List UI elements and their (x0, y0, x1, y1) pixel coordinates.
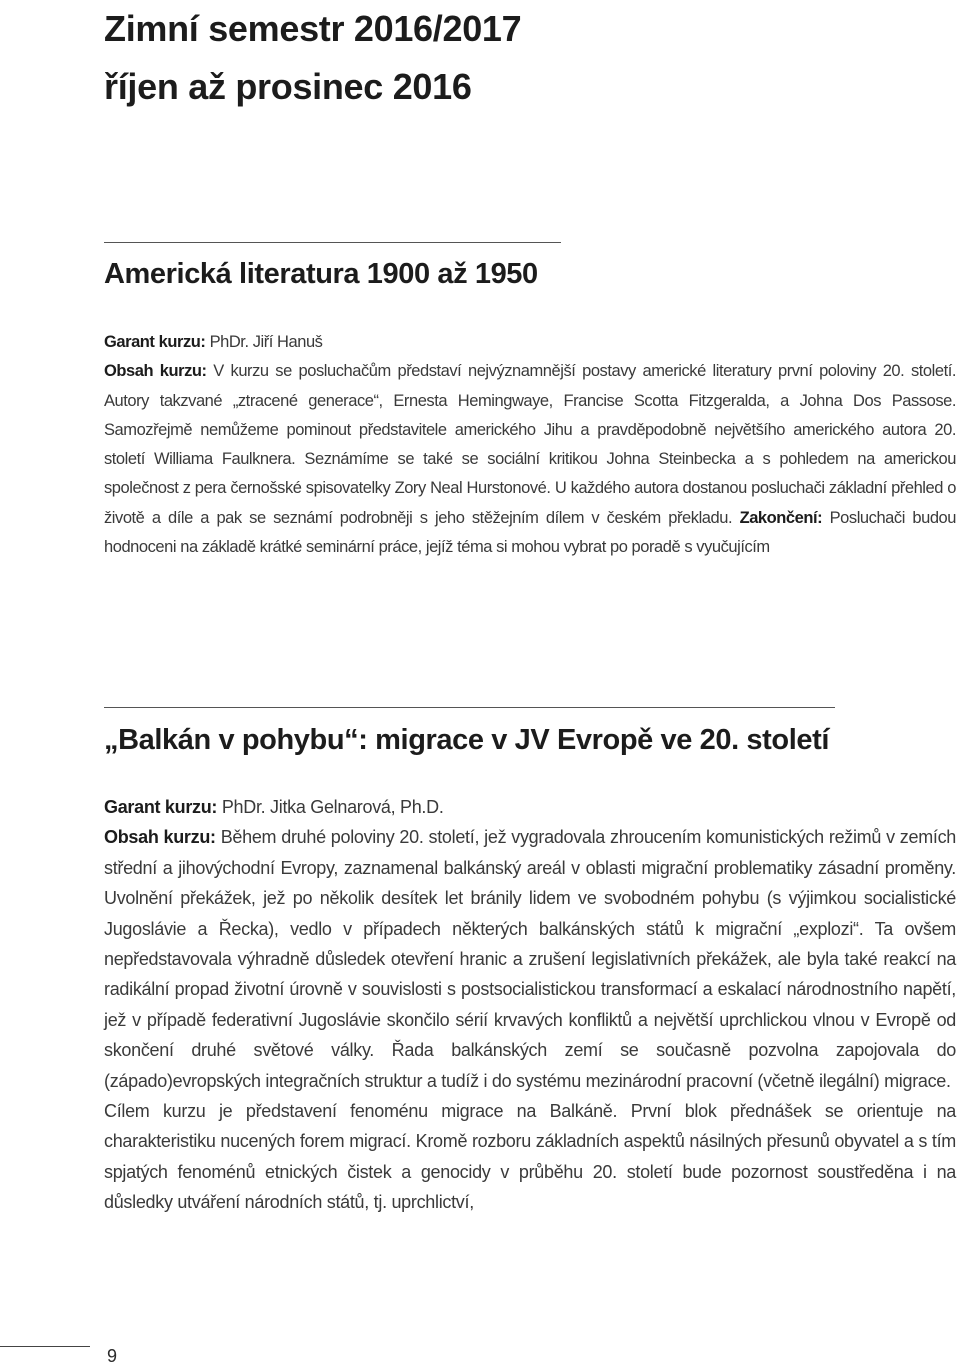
course2-body (104, 792, 956, 1218)
course2-title: „Balkán v pohybu“: migrace v JV Evropě ve 20. století (104, 724, 830, 756)
course2-content: Během druhé poloviny 20. století, jež vygradovala zhroucením komunistických režimů v zemích střední a jihovýchodní Evropy, zaznamenal balkánský areál v oblasti migrační problematiky zásadní proměny. Uvolnění překážek, jež po několik desítek let bránily lidem ve svobodném pohybu (s výjimkou socialistické Jugoslávie a Řecka), vedlo v případech některých balkánských států k migrační „explozi“. Ta ovšem nepředstavovala výhradně důsledek otevření hranic a zrušení legislativních překážek, ale byla také reakcí na radikální propad životní úrovně v souvislosti s postsocialistickou transformací a eskalací národnostního napětí, jež v případě federativní Jugoslávie skončilo sérií krvavých konfliktů a největší uprchlickou vlnou v Evropě od skončení druhé světové války. Řada balkánských zemí se současně pozvolna zapojovala do (západo)evropských integračních struktur a tudíž i do systému mezinárodní pracovní (včetně ilegální) migrace. (104, 827, 956, 1091)
course2-guarantor: PhDr. Jitka Gelnarová, Ph.D. (221, 797, 444, 817)
semester-title: Zimní semestr 2016/2017 (104, 8, 522, 49)
guarantor-label: Garant kurzu: (104, 797, 218, 817)
course1-guarantor: PhDr. Jiří Hanuš (209, 333, 323, 351)
semester-period: říjen až prosinec 2016 (104, 66, 472, 107)
completion-label: Zakončení: (739, 508, 823, 527)
course2-content-paragraph (104, 822, 956, 1096)
content-label: Obsah kurzu: (104, 827, 216, 848)
course1-title: Americká literatura 1900 až 1950 (104, 258, 538, 290)
course1-content: V kurzu se posluchačům představí nejvýznamnější postavy americké literatury první poloviny 20. století. Autory takzvané „ztracené generace“, Ernesta Hemingwaye, Francise Scotta Fitzgeralda, a Johna Dos Passose. Samozřejmě nemůžeme pominout představitele amerického Jihu a pravděpodobně největšího amerického autora 20. století Williama Faulknera. Seznámíme se také se sociální kritikou Johna Steinbecka a s pohledem na americkou společnost z pera černošské spisovatelky Zory Neal Hurstonové. U každého autora dostanou posluchači základní přehled o životě a díle a pak se seznámí podrobněji s jeho stěžejním dílem v českém překladu. (104, 362, 956, 527)
course1-content-paragraph (104, 357, 956, 562)
course2-guarantor-line (104, 792, 956, 822)
course1-body (104, 328, 956, 562)
guarantor-label: Garant kurzu: (104, 333, 206, 351)
content-label: Obsah kurzu: (104, 362, 207, 381)
course2-aims-paragraph: Cílem kurzu je představení fenoménu migrace na Balkáně. První blok přednášek se orientuje na charakteristiku nucených forem migrací. Kromě rozboru základních aspektů násilných přesunů obyvatel a s tím spjatých fenoménů etnických čistek a genocidy v průběhu 20. století bude pozornost soustředěna i na důsledky utváření národních států, tj. uprchlictví, (104, 1101, 956, 1213)
page-title (104, 0, 924, 116)
divider-course1 (104, 242, 561, 243)
page-number-rule (0, 1346, 90, 1347)
page-number: 9 (107, 1346, 118, 1366)
course1-guarantor-line (104, 328, 956, 357)
divider-course2 (104, 707, 835, 708)
course1-completion: Posluchači budou hodnoceni na základě krátké seminární práce, jejíž téma si mohou vybrat po poradě s vyučujícím (104, 508, 956, 557)
